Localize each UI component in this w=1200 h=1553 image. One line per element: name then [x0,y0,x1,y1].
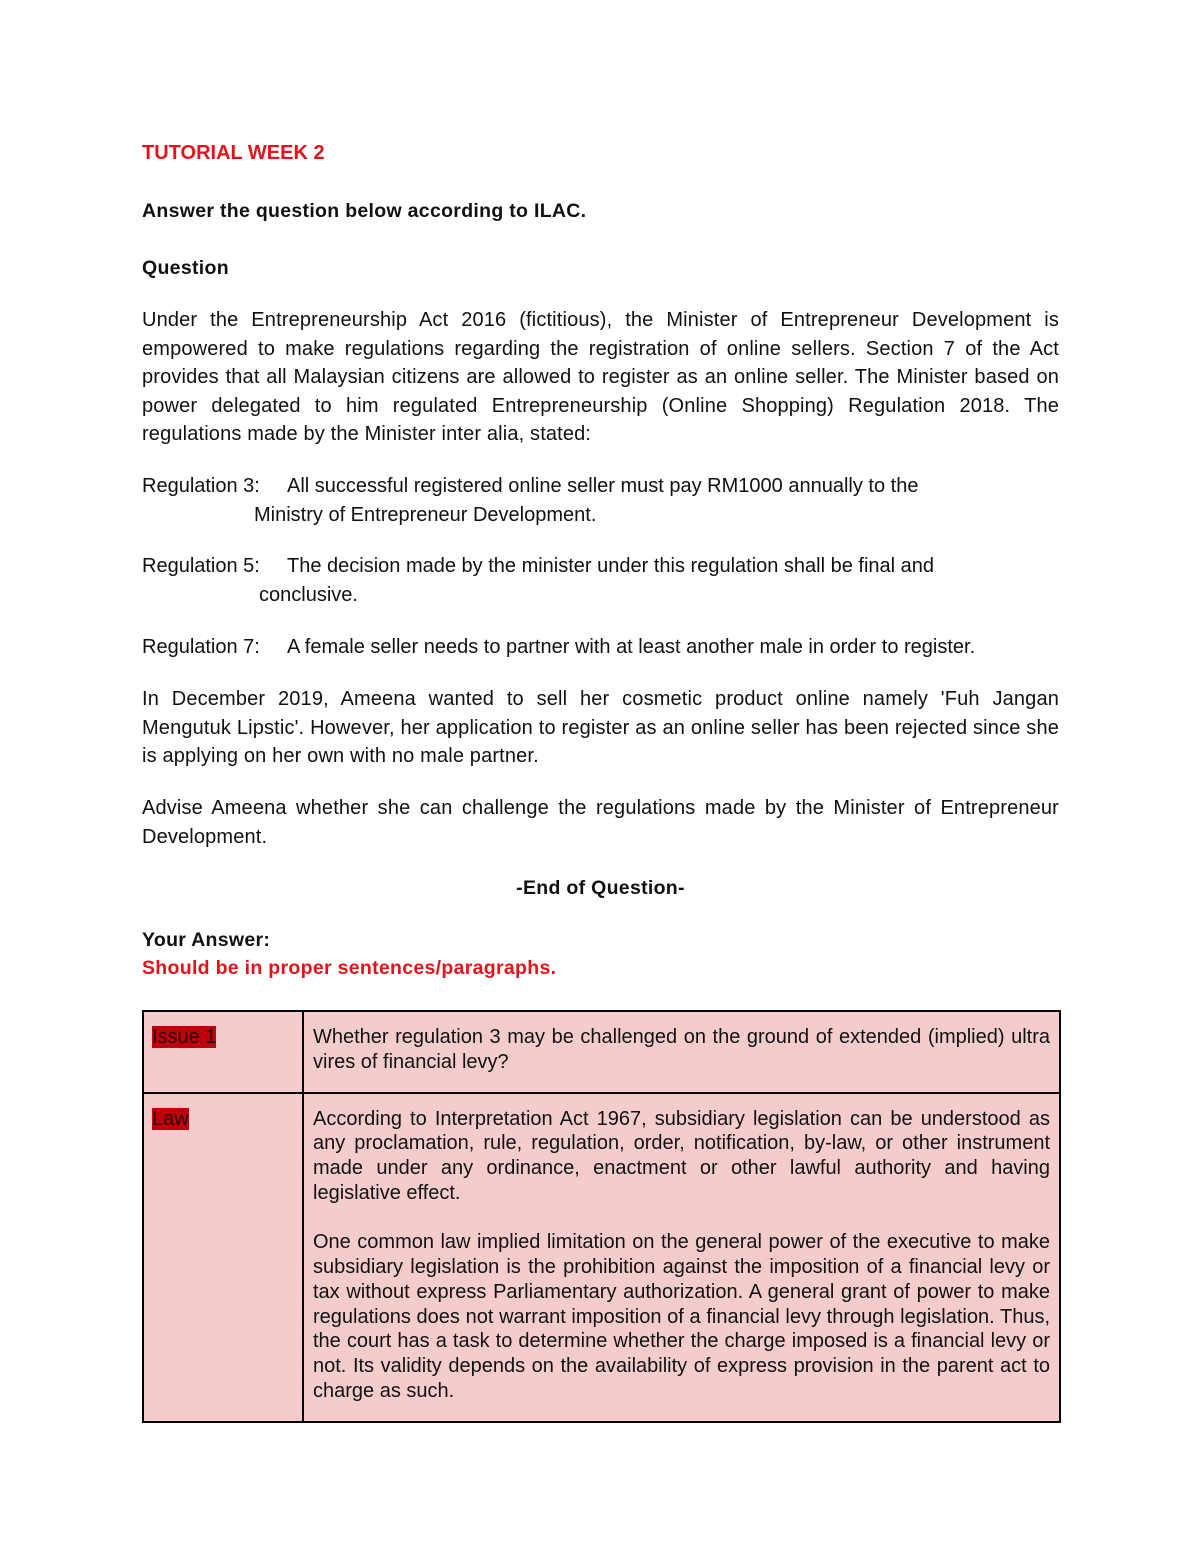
regulation-5 [142,552,1059,612]
question-paragraph: Under the Entrepreneurship Act 2016 (fictitious), the Minister of Entrepreneur Development is empowered to make regulations regarding the registration of online sellers. Section 7 of the Act provides that all Malaysian citizens are allowed to register as an online seller. The Minister based on power delegated to him regulated Entrepreneurship (Online Shopping) Regulation 2018. The regulations made by the Minister inter alia, stated: [142,309,1059,445]
regulation-label: Regulation 3: [142,475,260,497]
question-heading: Question [142,257,229,279]
regulation-text: The decision made by the minister under this regulation shall be final and [287,555,935,577]
answer-table [142,1010,1061,1423]
regulation-text-continued: Ministry of Entrepreneur Development. [254,503,597,526]
law-paragraph-1: According to Interpretation Act 1967, subsidiary legislation can be understood as any proclamation, rule, regulation, order, notification, by-law, or other instrument made under any ordinance, enactment or other lawful authority and having legislative effect. [313,1107,1050,1204]
table-row-issue [143,1011,1060,1093]
law-paragraph-2: One common law implied limitation on the general power of the executive to make subsidiary legislation is the prohibition against the imposition of a financial levy or tax without express Parliamentary authorization. A general grant of power to make regulations does not warrant imposition of a financial levy through legislation. Thus, the court has a task to determine whether the charge imposed is a financial levy or not. Its validity depends on the availability of express provision in the parent act to charge as such. [313,1231,1050,1403]
regulation-text: All successful registered online seller must pay RM1000 annually to the [287,475,919,497]
row-label-cell [143,1011,303,1093]
answer-note: Should be in proper sentences/paragraphs. [142,957,557,979]
issue-label: Issue 1 [152,1026,217,1048]
regulation-7 [142,633,1059,663]
tutorial-title: TUTORIAL WEEK 2 [142,142,325,164]
row-text-cell [303,1093,1060,1422]
regulation-3 [142,472,1059,532]
regulation-label: Regulation 5: [142,555,260,577]
regulation-label: Regulation 7: [142,636,260,658]
row-text-cell [303,1011,1060,1093]
row-label-cell [143,1093,303,1422]
advise-paragraph: Advise Ameena whether she can challenge the regulations made by the Minister of Entrepreneur Development. [142,797,1059,848]
instruction-text: Answer the question below according to ILAC. [142,200,587,222]
law-label: Law [152,1107,189,1130]
facts-paragraph: In December 2019, Ameena wanted to sell her cosmetic product online namely 'Fuh Jangan Mengutuk Lipstic'. However, her application to register as an online seller has been rejected since she is applying on her own with no male partner. [142,688,1059,767]
regulation-text: A female seller needs to partner with at least another male in order to register. [287,636,976,658]
issue-text: Whether regulation 3 may be challenged on the ground of extended (implied) ultra vires of financial levy? [313,1026,1050,1073]
table-row-law [143,1093,1060,1422]
regulation-text-continued: conclusive. [259,583,358,606]
your-answer-label: Your Answer: [142,929,271,951]
end-of-question: -End of Question- [516,877,685,899]
